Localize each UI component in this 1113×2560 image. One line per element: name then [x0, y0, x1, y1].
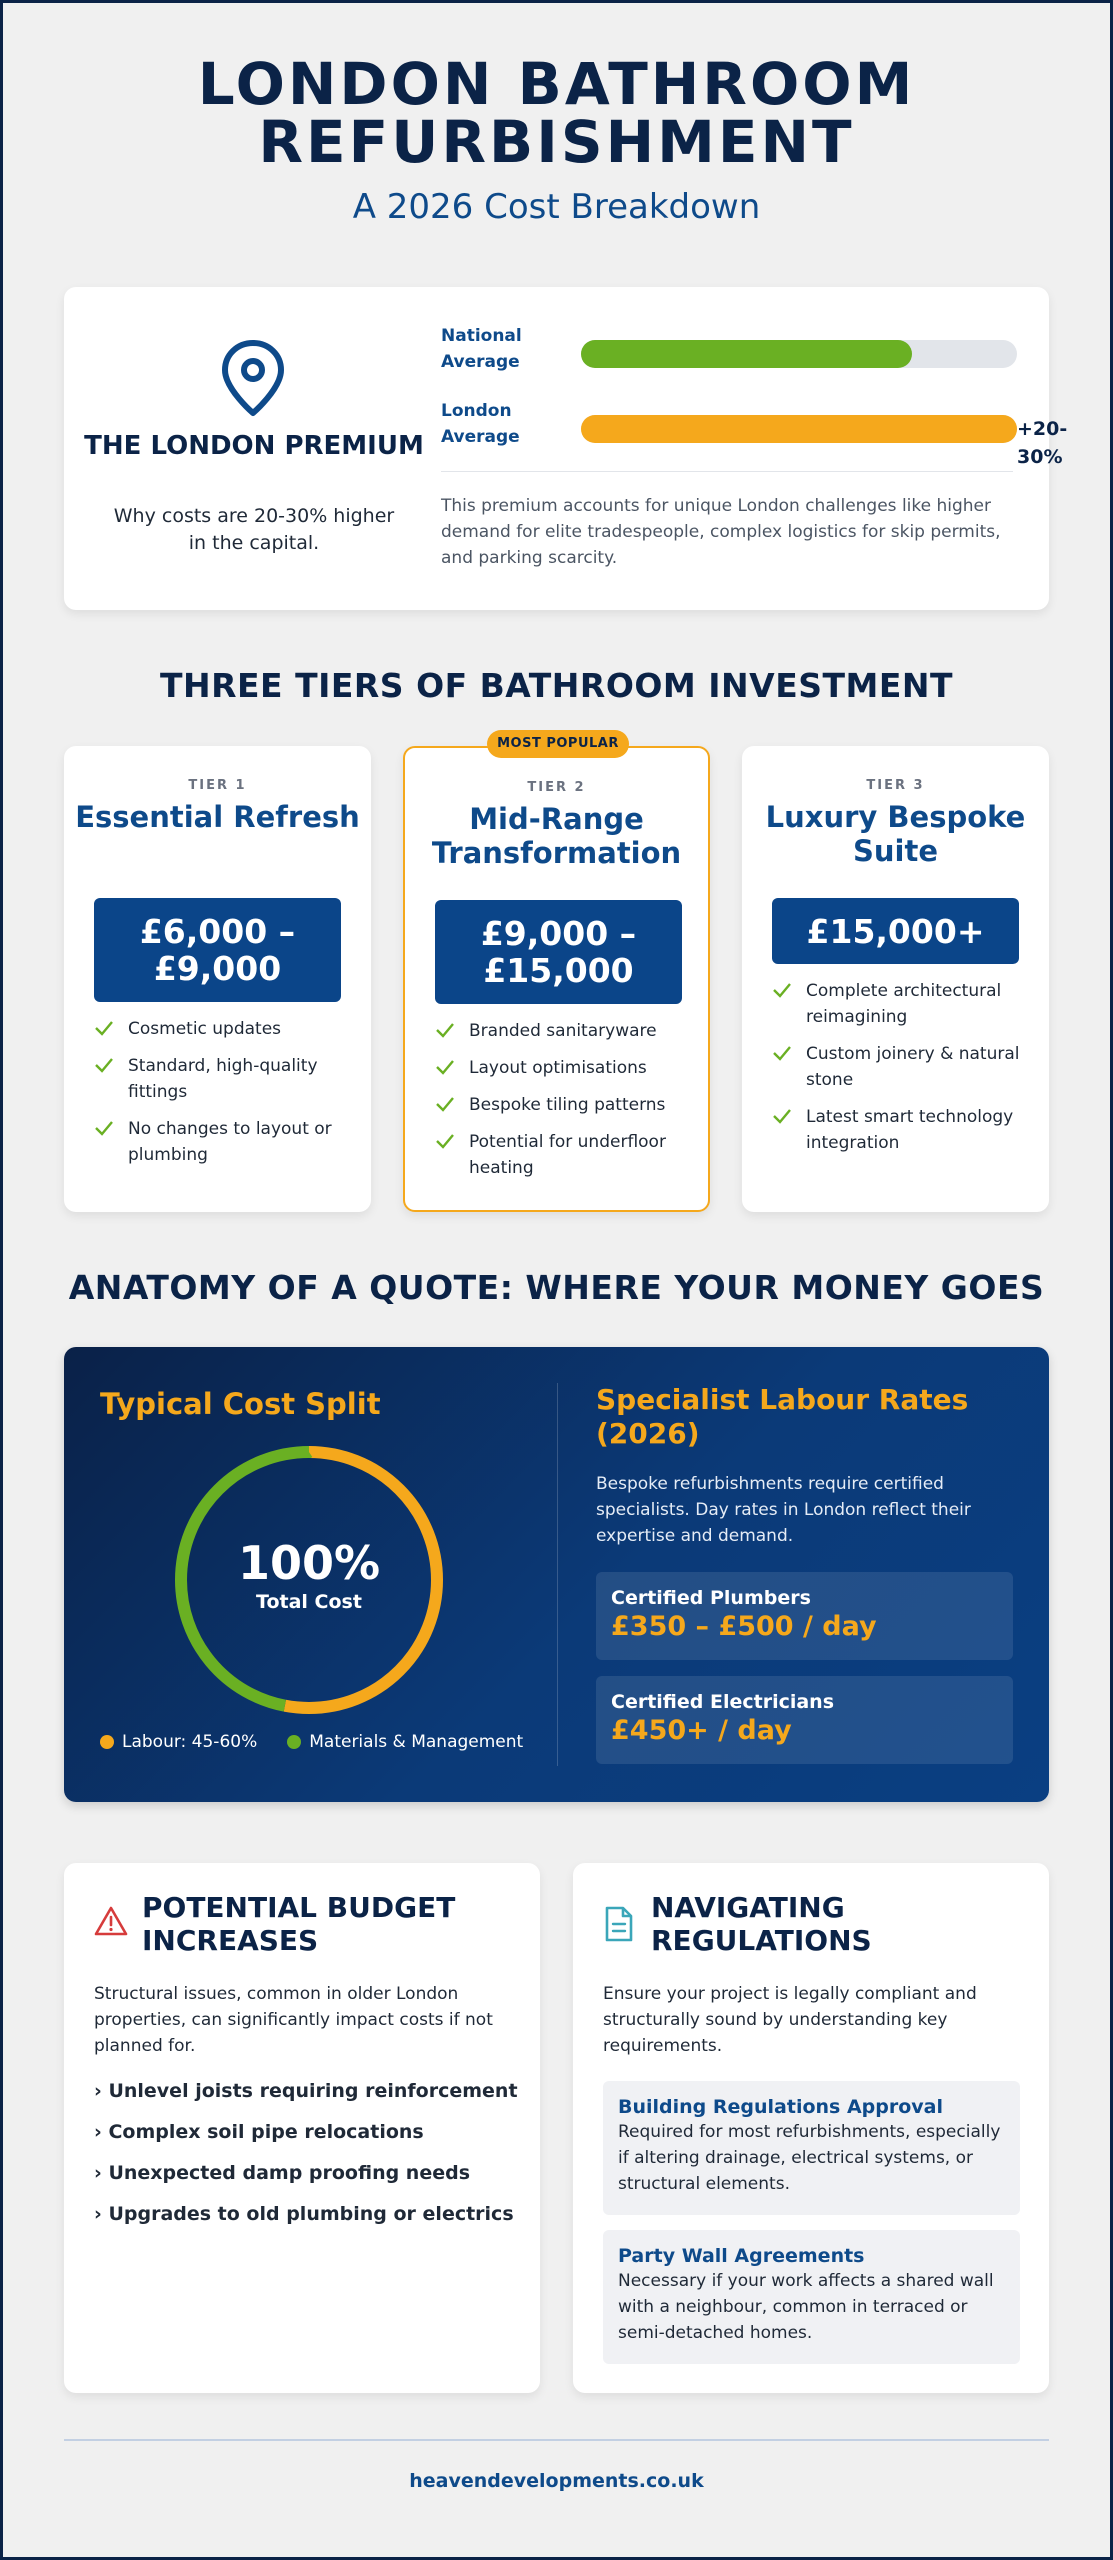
regulation-text: Necessary if your work affects a shared wall with a neighbour, common in terraced or semi-detached homes.	[618, 2271, 994, 2343]
bar-label: National Average	[441, 326, 522, 372]
list-item	[772, 1104, 1032, 1156]
check-icon	[94, 1055, 114, 1075]
document-icon	[603, 1905, 635, 1947]
budget-increases-card	[64, 1863, 540, 2393]
bar-fill	[581, 340, 912, 368]
most-popular-badge: MOST POPULAR	[487, 730, 629, 758]
list-item	[435, 1129, 695, 1181]
tier-card-essential	[64, 746, 371, 1212]
tier-label: TIER 3	[866, 778, 925, 793]
check-icon	[435, 1057, 455, 1077]
check-icon	[772, 1106, 792, 1126]
donut-center	[174, 1537, 444, 1613]
tier-price: £9,000 – £15,000	[435, 900, 682, 1004]
check-icon	[435, 1131, 455, 1151]
legend-label: Materials & Management	[309, 1732, 524, 1752]
list-item	[435, 1018, 695, 1044]
legend-label: Labour: 45-60%	[122, 1732, 258, 1752]
national-average-bar	[441, 323, 1061, 383]
list-item	[772, 1041, 1032, 1093]
check-icon	[772, 980, 792, 1000]
tier-label: TIER 1	[188, 778, 247, 793]
premium-description: This premium accounts for unique London challenges like higher demand for elite tradespeople, complex logistics for skip permits, and parking scarcity.	[441, 496, 1001, 568]
tier-name: Essential Refresh	[75, 800, 360, 834]
list-item	[435, 1055, 695, 1081]
labour-rates-title: Specialist Labour Rates (2026)	[596, 1383, 969, 1450]
rate-name: Certified Plumbers	[611, 1587, 811, 1609]
regulation-box-party-wall	[603, 2230, 1020, 2364]
budget-description: Structural issues, common in older London properties, can significantly impact costs if not planned for.	[94, 1984, 493, 2056]
regulations-title: NAVIGATING REGULATIONS	[651, 1891, 872, 1957]
tier-name: Mid-Range Transformation	[431, 802, 682, 870]
list-item	[772, 978, 1032, 1030]
feature-text: Potential for underfloor heating	[469, 1132, 666, 1178]
footer-website: heavendevelopments.co.uk	[409, 2470, 704, 2492]
map-pin-icon	[219, 339, 287, 421]
page-title	[0, 50, 1113, 176]
cost-split-title: Typical Cost Split	[100, 1387, 381, 1421]
feature-text: Cosmetic updates	[128, 1019, 282, 1039]
feature-text: Complete architectural reimagining	[806, 981, 1002, 1027]
legend-dot	[287, 1735, 301, 1749]
list-item: › Unlevel joists requiring reinforcement	[94, 2080, 518, 2102]
divider	[557, 1383, 558, 1766]
list-item	[94, 1016, 354, 1042]
donut-percentage: 100%	[237, 1536, 381, 1590]
header	[0, 50, 1113, 227]
feature-text: Layout optimisations	[469, 1058, 647, 1078]
page-title-line1: LONDON BATHROOM	[197, 50, 916, 118]
rate-box-plumbers	[596, 1572, 1013, 1660]
bar-fill	[581, 415, 1017, 443]
rate-value: £350 – £500 / day	[611, 1611, 877, 1642]
risk-list	[94, 2078, 524, 2242]
check-icon	[772, 1043, 792, 1063]
check-icon	[435, 1094, 455, 1114]
tier-card-mid-range	[403, 736, 710, 1212]
regulation-box-building	[603, 2081, 1020, 2215]
premium-increase-note: +20-30%	[1017, 418, 1068, 468]
warning-icon	[94, 1905, 128, 1941]
donut-legend	[100, 1732, 553, 1752]
premium-subtitle: Why costs are 20-30% higher in the capital.	[113, 505, 395, 554]
bar-track	[581, 415, 1017, 443]
feature-text: Custom joinery & natural stone	[806, 1044, 1020, 1090]
feature-list	[435, 1018, 695, 1192]
feature-text: No changes to layout or plumbing	[128, 1119, 332, 1165]
anatomy-section-title: ANATOMY OF A QUOTE: WHERE YOUR MONEY GOES	[68, 1268, 1045, 1307]
feature-text: Standard, high-quality fittings	[128, 1056, 318, 1102]
regulation-title: Party Wall Agreements	[618, 2245, 865, 2267]
list-item	[435, 1092, 695, 1118]
page-title-line2: REFURBISHMENT	[258, 108, 855, 176]
footer-divider	[64, 2439, 1049, 2441]
list-item: › Unexpected damp proofing needs	[94, 2162, 471, 2184]
feature-text: Latest smart technology integration	[806, 1107, 1014, 1153]
budget-title: POTENTIAL BUDGET INCREASES	[142, 1891, 456, 1957]
check-icon	[435, 1020, 455, 1040]
tier-card-luxury	[742, 746, 1049, 1212]
regulations-description: Ensure your project is legally compliant and structurally sound by understanding key requirements.	[603, 1984, 977, 2056]
list-item: › Complex soil pipe relocations	[94, 2121, 424, 2143]
legend-dot	[100, 1735, 114, 1749]
check-icon	[94, 1018, 114, 1038]
page-subtitle: A 2026 Cost Breakdown	[352, 187, 761, 227]
legend-item-materials	[287, 1732, 523, 1752]
feature-list	[94, 1016, 354, 1179]
feature-list	[772, 978, 1032, 1167]
feature-text: Bespoke tiling patterns	[469, 1095, 666, 1115]
london-average-bar	[441, 398, 1068, 468]
london-premium-card	[64, 287, 1068, 610]
cost-anatomy-panel	[64, 1347, 1049, 1802]
rate-name: Certified Electricians	[611, 1691, 835, 1713]
legend-item-labour	[100, 1732, 257, 1752]
tier-label: TIER 2	[527, 780, 586, 795]
rate-value: £450+ / day	[611, 1715, 792, 1746]
bar-label: London Average	[441, 401, 520, 447]
regulation-text: Required for most refurbishments, especially if altering drainage, electrical systems, or structural elements.	[618, 2122, 1001, 2194]
check-icon	[94, 1118, 114, 1138]
list-item	[94, 1116, 354, 1168]
feature-text: Branded sanitaryware	[469, 1021, 657, 1041]
tier-name: Luxury Bespoke Suite	[765, 800, 1026, 868]
labour-rates-description: Bespoke refurbishments require certified specialists. Day rates in London reflect their expertise and demand.	[596, 1474, 971, 1546]
rate-box-electricians	[596, 1676, 1013, 1764]
tier-price: £6,000 – £9,000	[94, 898, 341, 1002]
tiers-section-title: THREE TIERS OF BATHROOM INVESTMENT	[159, 666, 954, 705]
regulation-title: Building Regulations Approval	[618, 2096, 944, 2118]
bar-track	[581, 340, 1017, 368]
premium-title: THE LONDON PREMIUM	[84, 431, 424, 461]
premium-summary	[64, 287, 444, 610]
list-item	[94, 1053, 354, 1105]
list-item: › Upgrades to old plumbing or electrics	[94, 2203, 514, 2225]
tier-price: £15,000+	[772, 898, 1019, 964]
divider	[441, 471, 1013, 472]
regulations-card	[573, 1863, 1049, 2393]
donut-label: Total Cost	[256, 1591, 362, 1613]
